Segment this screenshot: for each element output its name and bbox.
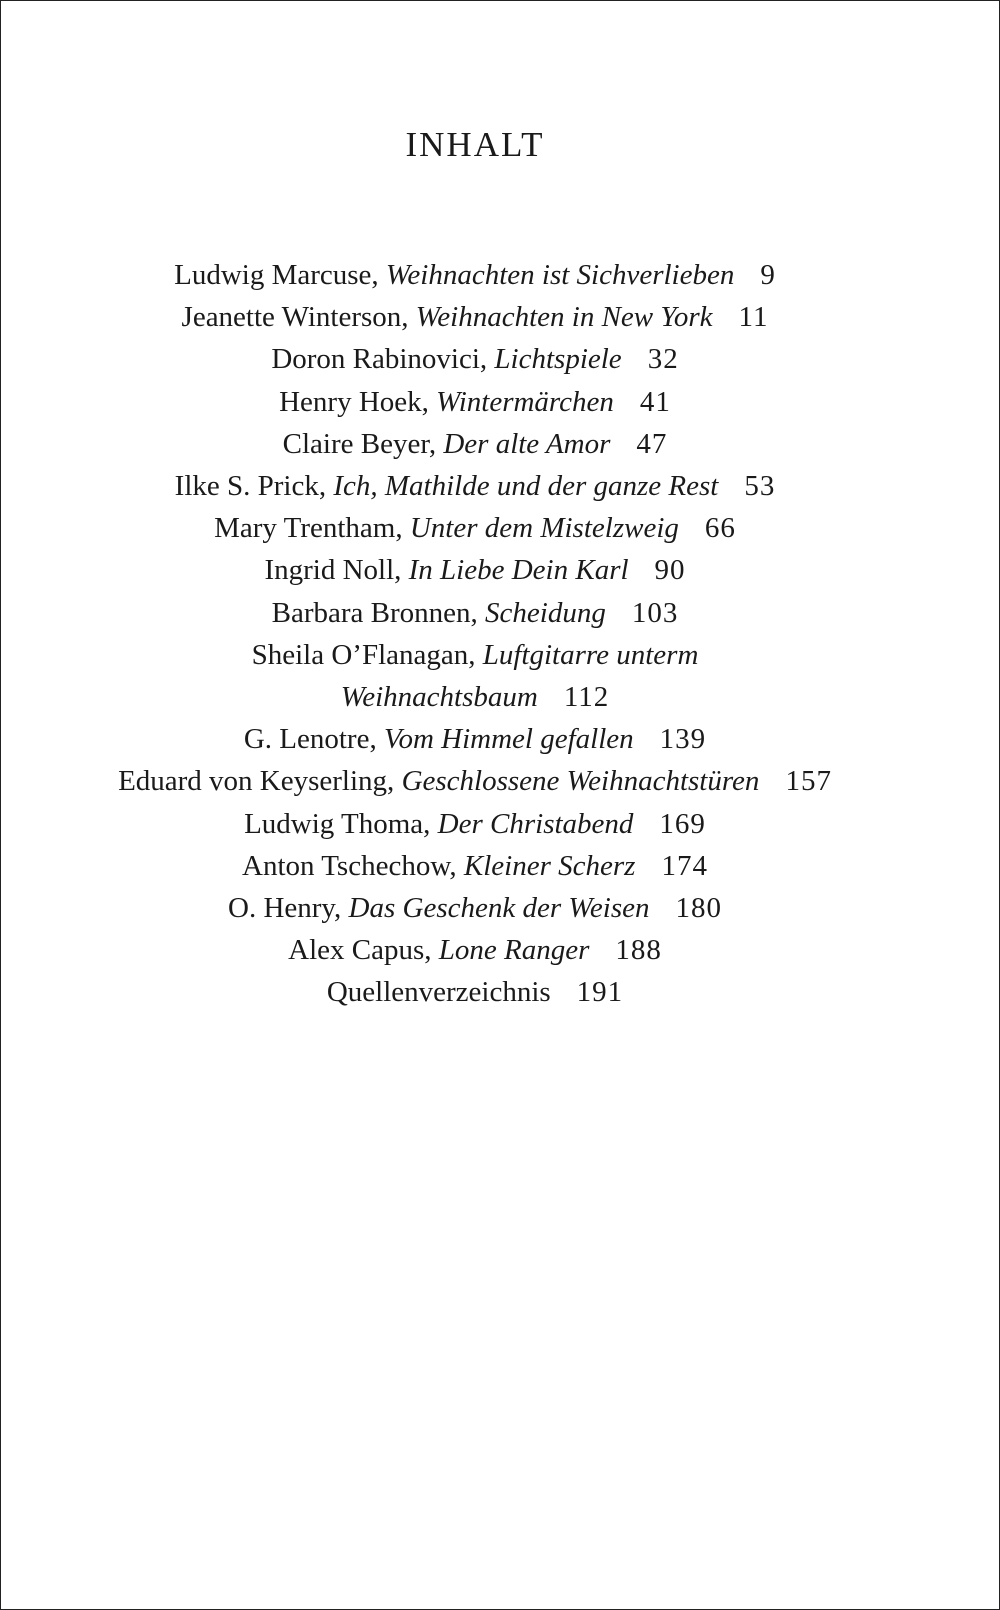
toc-page-number: 66	[704, 512, 736, 545]
toc-entry	[0, 381, 999, 423]
toc-title: Der Christabend	[437, 807, 634, 840]
toc-page-number: 180	[675, 892, 722, 925]
toc-page-number: 157	[785, 765, 832, 798]
toc-page-number: 90	[654, 554, 686, 587]
toc-entry	[0, 887, 999, 929]
toc-page-number: 169	[659, 807, 706, 840]
toc-title: Weihnachten ist Sichverlieben	[385, 259, 735, 291]
toc-title: Unter dem Mistelzweig	[409, 512, 679, 545]
toc-entry	[0, 592, 999, 634]
toc-title: Lone Ranger	[438, 934, 590, 967]
table-of-contents	[0, 254, 999, 1014]
toc-entry	[0, 760, 999, 802]
toc-title: Der alte Amor	[443, 427, 611, 460]
page-title: INHALT	[405, 125, 545, 164]
toc-entry	[0, 803, 999, 845]
toc-page-number: 32	[647, 343, 679, 376]
toc-title: Kleiner Scherz	[463, 849, 636, 882]
toc-title: Vom Himmel gefallen	[383, 723, 634, 756]
toc-author: Doron Rabinovici,	[271, 343, 488, 376]
toc-page-number: 191	[576, 976, 624, 1009]
toc-entry-sources	[0, 971, 999, 1013]
toc-entry	[0, 423, 999, 465]
toc-author: Alex Capus,	[288, 934, 432, 967]
toc-author: Henry Hoek,	[279, 385, 429, 418]
toc-entry	[0, 929, 999, 971]
toc-entry	[0, 718, 999, 760]
toc-title: Scheidung	[485, 596, 606, 629]
toc-author: Sheila O’Flanagan,	[251, 638, 476, 671]
toc-title: Weihnachten in New York	[415, 301, 713, 334]
toc-title-continued: Weihnachtsbaum	[340, 681, 538, 714]
toc-page-number: 103	[631, 596, 679, 629]
toc-author: G. Lenotre,	[243, 723, 377, 756]
toc-page-number: 11	[738, 301, 769, 334]
toc-page-number: 53	[744, 470, 776, 503]
toc-entry	[0, 845, 999, 887]
toc-author: Ingrid Noll,	[264, 554, 402, 587]
toc-entry	[0, 507, 999, 549]
toc-title: Luftgitarre unterm	[482, 638, 699, 671]
toc-page-number: 112	[563, 681, 610, 714]
toc-page-number: 139	[659, 723, 707, 756]
toc-page-number: 47	[636, 427, 668, 460]
toc-author: Quellenverzeichnis	[326, 976, 551, 1009]
toc-author: Ludwig Marcuse,	[174, 259, 379, 291]
toc-page-number: 41	[639, 385, 671, 418]
toc-author: Jeanette Winterson,	[181, 301, 409, 334]
toc-page-number: 188	[615, 934, 662, 967]
toc-author: Eduard von Keyserling,	[118, 765, 395, 798]
toc-author: O. Henry,	[228, 892, 342, 925]
toc-author: Claire Beyer,	[282, 427, 437, 460]
toc-title: Geschlossene Weihnachtstüren	[401, 765, 760, 798]
toc-page-number: 9	[760, 259, 776, 291]
toc-title: Wintermärchen	[436, 385, 614, 418]
toc-author: Anton Tschechow,	[242, 849, 457, 882]
toc-author: Ludwig Thoma,	[244, 807, 431, 840]
toc-entry	[0, 465, 999, 507]
toc-page-number: 174	[661, 849, 708, 882]
toc-entry	[0, 338, 999, 380]
toc-entry	[0, 549, 999, 591]
toc-title: Lichtspiele	[494, 343, 622, 376]
toc-title: Ich, Mathilde und der ganze Rest	[333, 470, 719, 503]
toc-entry	[0, 634, 999, 718]
toc-entry	[0, 254, 999, 296]
toc-entry	[0, 296, 999, 338]
toc-author: Mary Trentham,	[214, 512, 403, 545]
toc-author: Ilke S. Prick,	[174, 470, 327, 503]
toc-author: Barbara Bronnen,	[271, 596, 478, 629]
toc-title: In Liebe Dein Karl	[408, 554, 629, 587]
toc-title: Das Geschenk der Weisen	[348, 892, 650, 925]
